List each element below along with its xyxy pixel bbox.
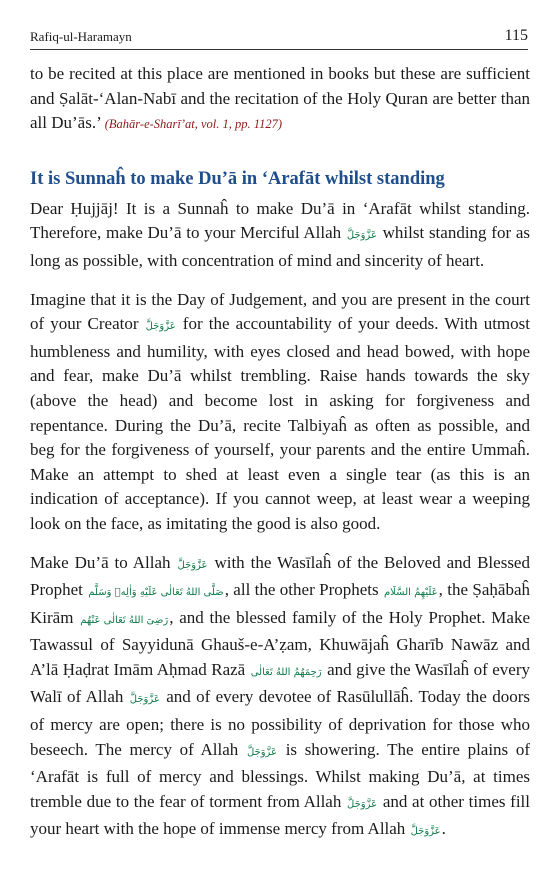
- paragraph-text: , the Ṣaḥābaĥ Kirām: [30, 580, 530, 627]
- paragraph-text: whilst standing for as long as possible, with concentration of mind and sincerity of heart.: [30, 223, 530, 270]
- paragraph-text: and of every devotee of Rasūlullāĥ. Today the doors of mercy are open; there is no possibility of deprivation for those who beseech. The mercy of Allah: [30, 687, 530, 759]
- paragraph-continuation: [30, 62, 530, 137]
- arabic-honorific-azza-wa-jalla: عَزَّوَجَلَّ: [410, 826, 441, 838]
- paragraph-day-of-judgement: [30, 288, 530, 537]
- paragraph-text: .: [441, 819, 446, 839]
- paragraph-text: for the accountability of your deeds. With utmost humbleness and humility, with eyes closed and head bowed, with hope and fear, make Du’ā whilst trembling. Raise hands towards the sky (above the head) and become lost in asking for forgiveness and repentance. During the Du’ā, recite Talbiyaĥ as often as possible, and beg for the forgiveness of yourself, your parents and the entire Ummaĥ. Make an attempt to shed at least even a single tear (as this is an indication of acceptance). If you cannot weep, at least wear a weeping look on the face, as imitating the good is also good.: [30, 314, 530, 533]
- section-heading: It is Sunnaĥ to make Du’ā in ‘Arafāt whilst standing: [30, 168, 445, 189]
- paragraph-text: , all the other Prophets: [224, 580, 383, 600]
- arabic-honorific-radi-allahu-anhum: رَضِیَ اللهُ تَعَالٰی عَنْهُم: [80, 614, 169, 626]
- paragraph-wasilah: [30, 551, 530, 846]
- arabic-honorific-azza-wa-jalla: عَزَّوَجَلَّ: [145, 321, 176, 333]
- arabic-honorific-azza-wa-jalla: عَزَّوَجَلَّ: [177, 559, 208, 571]
- page-header: [30, 22, 528, 50]
- arabic-honorific-azza-wa-jalla: عَزَّوَجَلَّ: [346, 230, 377, 242]
- paragraph-text: with the Wasīlaĥ of the Beloved and Blessed Prophet: [30, 552, 530, 600]
- running-title: Rafiq-ul-Haramayn: [30, 29, 132, 44]
- paragraph-text: to be recited at this place are mentioned in books but these are sufficient and Ṣalāt-‘Alan-Nabī and the recitation of the Holy Quran are better than all Du’ās.’: [30, 64, 530, 133]
- paragraph-text: , and the blessed family of the Holy Prophet. Make Tawassul of Sayyidunā Ghauš-e-A’ẓam, Khuwājaĥ Gharīb Nawāz and A’lā Ḥaḍrat Imām Aḥmad Razā: [30, 607, 530, 679]
- citation-reference: (Bahār-e-Sharī’at, vol. 1, pp. 1127): [104, 117, 283, 132]
- paragraph-text: and give the Wasīlaĥ of every Walī of Allah: [30, 659, 531, 707]
- paragraph-text: Make Du’ā to Allah: [30, 552, 177, 572]
- paragraph-text: and at other times fill your heart with the hope of immense mercy from Allah: [30, 791, 531, 839]
- paragraph-text: is showering. The entire plains of ‘Arafāt is full of mercy and blessings. Whilst making Du’ā, at times tremble due to the fear of torment from Allah: [30, 739, 530, 811]
- arabic-honorific-azza-wa-jalla: عَزَّوَجَلَّ: [246, 746, 278, 758]
- page-number: 115: [504, 27, 528, 44]
- arabic-honorific-salawat: صَلَّى اللهُ تَعَالٰی عَلَيْهِ وَاٰلِهٖ وَسَلَّم: [88, 587, 224, 599]
- arabic-honorific-rahimahum-allah: رَحِمَهُمُ اللهُ تَعَالٰی: [250, 666, 322, 678]
- paragraph-text: Imagine that it is the Day of Judgement, and you are present in the court of your Creator: [30, 289, 530, 334]
- paragraph-standing-dua: [30, 197, 530, 274]
- arabic-honorific-azza-wa-jalla: عَزَّوَجَلَّ: [129, 694, 160, 706]
- arabic-honorific-azza-wa-jalla: عَزَّوَجَلَّ: [347, 798, 378, 810]
- page-body: [30, 62, 530, 859]
- arabic-honorific-alayhim-salam: عَلَيْهِمُ السَّلَام: [383, 587, 438, 599]
- paragraph-text: Dear Ḥujjāj! It is a Sunnaĥ to make Du’ā in ‘Arafāt whilst standing. Therefore, make Du’ā to your Merciful Allah: [30, 198, 530, 243]
